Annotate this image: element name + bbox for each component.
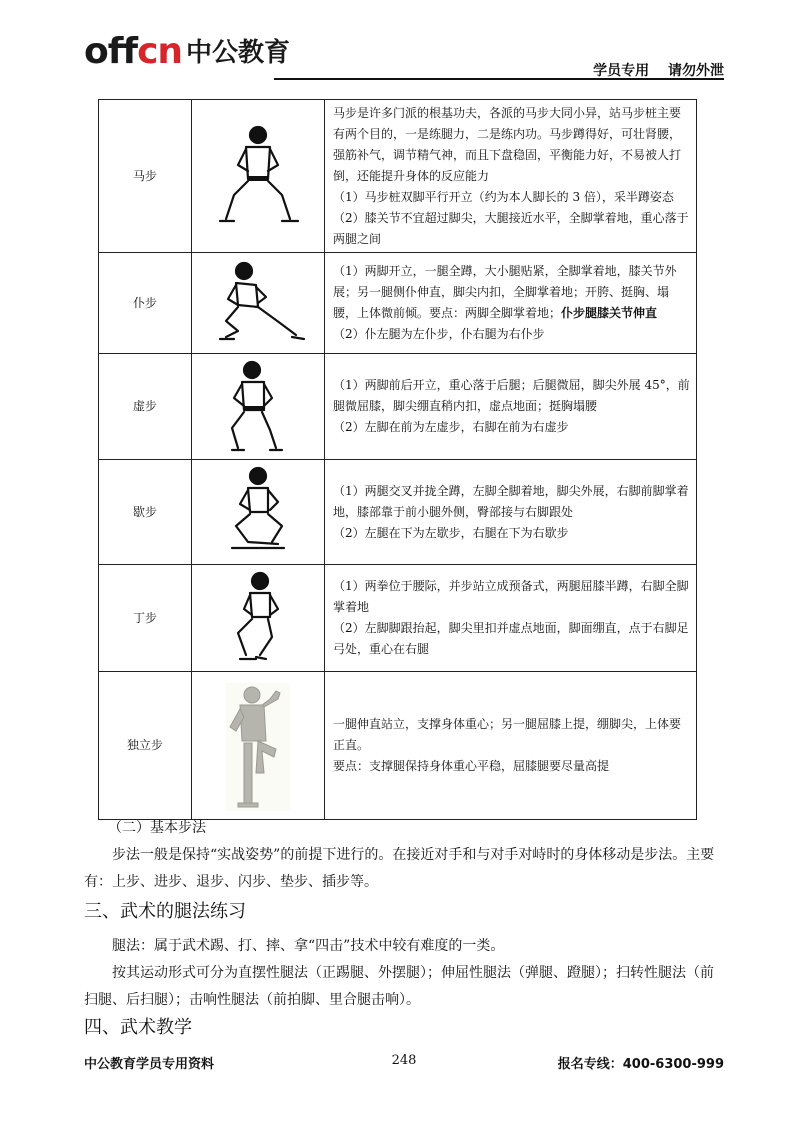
stance-description bbox=[325, 565, 697, 672]
table-row bbox=[99, 565, 697, 672]
table-row bbox=[99, 672, 697, 820]
drop-stance-figure bbox=[208, 259, 308, 347]
table-row bbox=[99, 354, 697, 460]
bold-keypoint: 仆步腿膝关节伸直 bbox=[561, 306, 658, 320]
description-line: 要点：支撑腿保持身体重心平稳，屈膝腿要尽量高提 bbox=[333, 759, 610, 773]
footer-hotline: 报名专线：400-6300-999 bbox=[557, 1057, 724, 1072]
description-line: （2）左脚在前为左虚步，右脚在前为右虚步 bbox=[333, 420, 569, 434]
empty-stance-figure bbox=[208, 358, 308, 456]
offcn-logo bbox=[84, 31, 291, 72]
section-leg-techniques bbox=[84, 896, 724, 1014]
header-tags bbox=[579, 60, 724, 80]
description-line: （1）两脚开立，一腿全蹲，大小腿贴紧，全脚掌着地，膝关节外展；另一腿侧仆伸直，脚尖内扣，全脚掌着地；开胯、挺胸、塌腰，上体微前倾。要点：两脚全脚掌着地；仆步腿膝关节伸直 bbox=[333, 264, 677, 320]
stance-name: 丁步 bbox=[99, 565, 192, 672]
one-leg-stance-figure bbox=[218, 679, 298, 813]
page-footer bbox=[84, 1053, 724, 1075]
logo-chinese: 中公教育 bbox=[186, 38, 291, 68]
table-row bbox=[99, 460, 697, 565]
section-subheading: （二）基本步法 bbox=[108, 820, 206, 836]
section-heading: 四、武术教学 bbox=[84, 1017, 192, 1038]
description-line: （1）两腿交叉并拢全蹲，左脚全脚着地，脚尖外展，右脚前脚掌着地，膝部靠于前小腿外侧，臀部接与右脚跟处 bbox=[333, 483, 689, 519]
description-line: （2）仆左腿为左仆步，仆右腿为右仆步 bbox=[333, 327, 545, 341]
stance-figure-cell bbox=[192, 672, 325, 820]
paragraph: 步法一般是保持“实战姿势”的前提下进行的。在接近对手和与对手对峙时的身体移动是步法。主要有：上步、进步、退步、闪步、垫步、插步等。 bbox=[84, 847, 715, 890]
page-number: 248 bbox=[391, 1053, 417, 1068]
header-tag-no-leak: 请勿外泄 bbox=[668, 63, 724, 79]
stance-figure-cell bbox=[192, 565, 325, 672]
stance-name: 虚步 bbox=[99, 354, 192, 460]
stance-description bbox=[325, 253, 697, 354]
stance-figure-cell bbox=[192, 460, 325, 565]
horse-stance-figure bbox=[208, 121, 308, 231]
paragraph: 按其运动形式可分为直摆性腿法（正踢腿、外摆腿）；伸屈性腿法（弹腿、蹬腿）；扫转性腿法（前扫腿、后扫腿）；击响性腿法（前拍脚、里合腿击响）。 bbox=[84, 965, 714, 1008]
description-line: 马步是许多门派的根基功夫，各派的马步大同小异，站马步桩主要有两个目的，一是练腿力，二是练内功。马步蹲得好，可壮肾腰，强筋补气，调节精气神，而且下盘稳固，平衡能力好，不易被人打倒，还能提升身体的反应能力 bbox=[333, 105, 682, 183]
description-line: （2）左腿在下为左歇步，右腿在下为右歇步 bbox=[333, 525, 569, 540]
stance-description bbox=[325, 672, 697, 820]
stance-description bbox=[325, 100, 697, 253]
stance-name: 马步 bbox=[99, 100, 192, 253]
t-stance-figure bbox=[208, 569, 308, 667]
section-heading: 三、武术的腿法练习 bbox=[84, 901, 246, 922]
page-header bbox=[84, 28, 724, 80]
stances-table bbox=[98, 99, 697, 820]
table-row bbox=[99, 253, 697, 354]
description-line: （1）两拳位于腰际，并步站立成预备式，两腿屈膝半蹲，右脚全脚掌着地 bbox=[333, 579, 689, 614]
rest-stance-figure bbox=[208, 464, 308, 560]
description-line: （1）马步桩双脚平行开立（约为本人脚长的 3 倍），采半蹲姿态 bbox=[333, 189, 674, 204]
stance-name: 歇步 bbox=[99, 460, 192, 565]
stance-figure-cell bbox=[192, 253, 325, 354]
stance-figure-cell bbox=[192, 354, 325, 460]
footer-left-text: 中公教育学员专用资料 bbox=[84, 1057, 215, 1072]
stance-name: 独立步 bbox=[99, 672, 192, 820]
description-line: （1）两脚前后开立，重心落于后腿；后腿微屈，脚尖外展 45°，前腿微屈膝，脚尖绷直稍内扣，虚点地面；挺胸塌腰 bbox=[333, 378, 690, 413]
stance-description bbox=[325, 460, 697, 565]
header-rule bbox=[274, 78, 724, 80]
section-basic-footwork bbox=[84, 815, 724, 896]
description-line: （2）左脚脚跟抬起，脚尖里扣并虚点地面，脚面绷直，点于右脚足弓处，重心在右腿 bbox=[333, 621, 689, 656]
paragraph: 腿法：属于武术踢、打、摔、拿“四击”技术中较有难度的一类。 bbox=[112, 938, 505, 954]
section-teaching bbox=[84, 1014, 724, 1041]
stance-figure-cell bbox=[192, 100, 325, 253]
description-line: （2）膝关节不宜超过脚尖，大腿接近水平，全脚掌着地，重心落于两腿之间 bbox=[333, 210, 689, 246]
table-row bbox=[99, 100, 697, 253]
stance-description bbox=[325, 354, 697, 460]
header-tag-students-only: 学员专用 bbox=[593, 63, 650, 79]
stance-name: 仆步 bbox=[99, 253, 192, 354]
description-line: 一腿伸直站立，支撑身体重心；另一腿屈膝上提，绷脚尖，上体要正直。 bbox=[333, 717, 682, 752]
logo-mark: offcn bbox=[84, 31, 183, 72]
